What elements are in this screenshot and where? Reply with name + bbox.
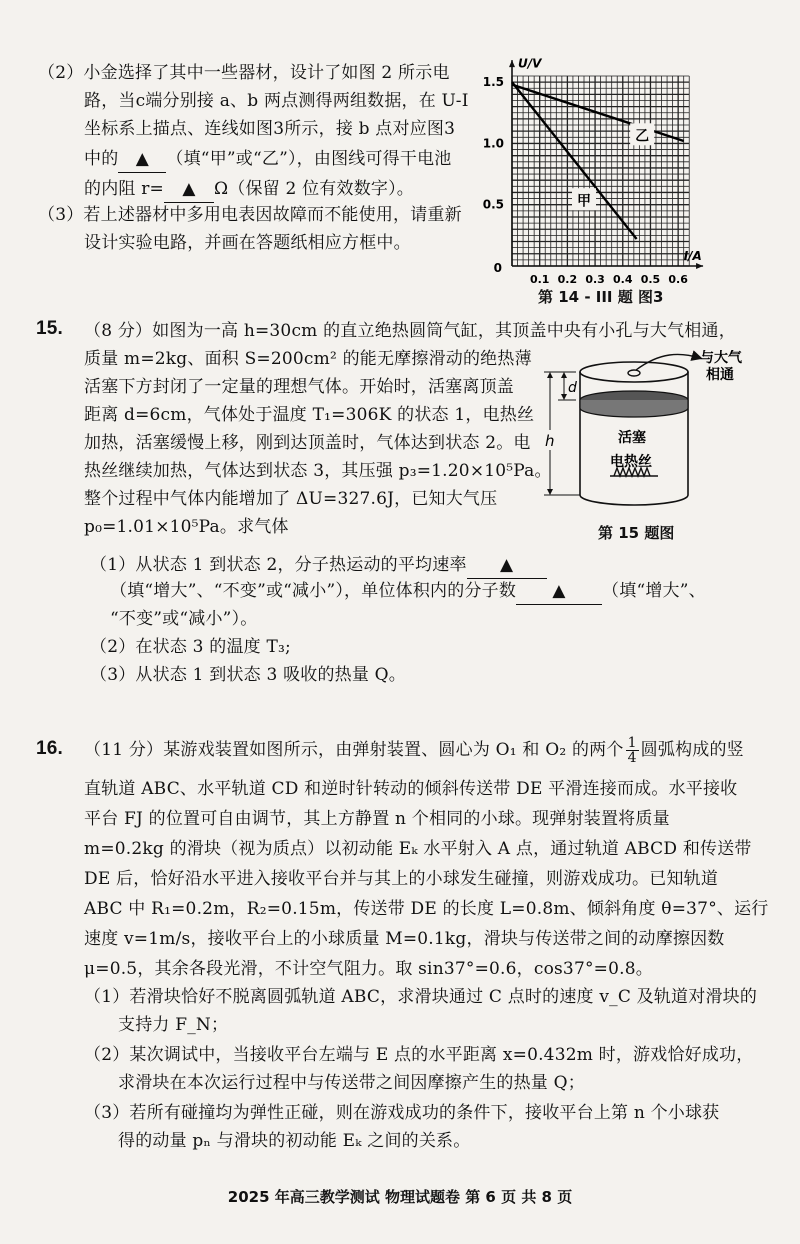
q16-line-1-b: 圆弧构成的竖 xyxy=(640,740,744,760)
quarter-fraction: $\frac{1}{4}$ xyxy=(627,735,637,766)
q14-line-3: 坐标系上描点、连线如图3所示，接 b 点对应图3 xyxy=(84,119,456,139)
page-footer: 2025 年高三教学测试 物理试题卷 第 6 页 共 8 页 xyxy=(227,1188,573,1206)
q16-sub3-line-1: （3）若所有碰撞均为弹性正碰，则在游戏成功的条件下，接收平台上第 n 个小球获 xyxy=(84,1103,720,1123)
x-tick-label: 0.2 xyxy=(557,273,578,286)
q14-line-2: 路，当c端分别接 a、b 两点测得两组数据，在 U-I xyxy=(84,91,469,111)
q16-line-5: DE 后，恰好沿水平进入接收平台并与其上的小球发生碰撞，则游戏成功。已知轨道 xyxy=(84,869,719,889)
answer-blank-4[interactable]: ▲ xyxy=(516,578,602,605)
x-axis-arrow xyxy=(696,263,703,269)
d-label: d xyxy=(568,380,577,396)
q14-line-4-b: （填“甲”或“乙”），由图线可得干电池 xyxy=(166,149,452,169)
x-tick-label: 0.4 xyxy=(613,273,633,286)
x-tick-label: 0.5 xyxy=(640,273,661,286)
h-label: h xyxy=(545,432,555,450)
answer-blank-1[interactable]: ▲ xyxy=(118,146,166,173)
q16-line-8: μ=0.5，其余各段光滑，不计空气阻力。取 sin37°=0.6，cos37°=0.8。 xyxy=(84,959,653,979)
q16-line-4: m=0.2kg 的滑块（视为质点）以初动能 Eₖ 水平射入 A 点，通过轨道 ABCD 和传送带 xyxy=(84,839,752,859)
q15-line-4: 距离 d=6cm，气体处于温度 T₁=306K 的状态 1，电热丝 xyxy=(84,405,535,425)
x-axis-label: I/A xyxy=(683,249,702,263)
q14-line-4-a: 中的 xyxy=(84,149,119,169)
q16-sub1-line-2: 支持力 F_N； xyxy=(118,1015,229,1035)
q16-line-7: 速度 v=1m/s，接收平台上的小球质量 M=0.1kg，滑块与传送带之间的动摩擦因数 xyxy=(84,929,725,949)
chart-grid xyxy=(512,76,689,266)
q14-line-4 xyxy=(84,146,451,173)
y-tick-label: 0.5 xyxy=(482,197,504,212)
q15-line-8: p₀=1.01×10⁵Pa。求气体 xyxy=(84,517,289,537)
q14-line-5-a: 的内阻 r= xyxy=(84,179,164,199)
q16-line-1-a: （11 分）某游戏装置如图所示，由弹射装置、圆心为 O₁ 和 O₂ 的两个 xyxy=(84,740,624,760)
cylinder-figure xyxy=(540,350,780,526)
q15-sub1-a: （1）从状态 1 到状态 2，分子热运动的平均速率 xyxy=(90,555,467,575)
y-axis-arrow xyxy=(509,60,515,67)
q16-line-2: 直轨道 ABC、水平轨道 CD 和逆时针转动的倾斜传送带 DE 平滑连接而成。水平接收 xyxy=(84,779,738,799)
q15-sub1-line-2 xyxy=(110,578,706,605)
series-label-1: 甲 xyxy=(577,193,591,210)
answer-blank-3[interactable]: ▲ xyxy=(467,552,547,579)
figure15-caption: 第 15 题图 xyxy=(598,524,675,542)
q16-number: 16. xyxy=(36,738,64,759)
q15-sub1-line-3: “不变”或“减小”）。 xyxy=(110,609,258,629)
y-tick-label: 1.0 xyxy=(482,136,504,151)
q15-sub1-c: （填“增大”、 xyxy=(602,581,706,601)
q16-line-3: 平台 FJ 的位置可自由调节，其上方静置 n 个相同的小球。现弹射装置将质量 xyxy=(84,809,670,829)
q14-line-1: （2）小金选择了其中一些器材，设计了如图 2 所示电 xyxy=(38,63,450,83)
q15-line-2: 质量 m=2kg、面积 S=200cm² 的能无摩擦滑动的绝热薄 xyxy=(84,349,532,369)
x-tick-label: 0.6 xyxy=(668,273,688,286)
series-label-2: 乙 xyxy=(635,128,650,145)
q14-line-6: （3）若上述器材中多用电表因故障而不能使用，请重新 xyxy=(38,205,462,225)
q15-sub3: （3）从状态 1 到状态 3 吸收的热量 Q。 xyxy=(90,665,407,685)
ui-graph xyxy=(472,44,720,296)
x-tick-label: 0.3 xyxy=(585,273,605,286)
q15-line-3: 活塞下方封闭了一定量的理想气体。开始时，活塞离顶盖 xyxy=(84,377,514,397)
q15-line-5: 加热，活塞缓慢上移，刚到达顶盖时，气体达到状态 2。电 xyxy=(84,433,531,453)
figure3-caption: 第 14 - III 题 图3 xyxy=(538,288,664,306)
y-axis-label: U/V xyxy=(518,56,542,71)
q16-sub2-line-2: 求滑块在本次运行过程中与传送带之间因摩擦产生的热量 Q； xyxy=(118,1073,585,1093)
origin-label: 0 xyxy=(493,261,502,275)
piston-label: 活塞 xyxy=(618,430,646,446)
q14-line-5 xyxy=(84,176,414,203)
x-tick-label: 0.1 xyxy=(529,273,550,286)
q15-sub1-line-1 xyxy=(90,552,547,579)
heater-label: 电热丝 xyxy=(610,454,652,470)
atm-label-2: 相通 xyxy=(706,367,734,383)
q15-line-6: 热丝继续加热，气体达到状态 3，其压强 p₃=1.20×10⁵Pa。 xyxy=(84,461,552,481)
q15-sub2: （2）在状态 3 的温度 T₃; xyxy=(90,637,291,657)
q15-line-1: （8 分）如图为一高 h=30cm 的直立绝热圆筒气缸，其顶盖中央有小孔与大气相通， xyxy=(84,321,736,341)
q16-line-1 xyxy=(84,736,744,765)
answer-blank-2[interactable]: ▲ xyxy=(164,176,214,203)
q16-sub1-line-1: （1）若滑块恰好不脱离圆弧轨道 ABC，求滑块通过 C 点时的速度 v_C 及轨道对滑块的 xyxy=(84,987,758,1007)
chart-series xyxy=(512,82,684,239)
y-tick-label: 1.5 xyxy=(482,75,504,90)
chart-labels xyxy=(483,56,702,286)
atm-label-1: 与大气 xyxy=(700,350,742,366)
q16-sub2-line-1: （2）某次调试中，当接收平台左端与 E 点的水平距离 x=0.432m 时，游戏恰好成功， xyxy=(84,1045,754,1065)
q15-line-7: 整个过程中气体内能增加了 ΔU=327.6J，已知大气压 xyxy=(84,489,498,509)
q15-sub1-b: （填“增大”、“不变”或“减小”），单位体积内的分子数 xyxy=(110,581,517,601)
q15-number: 15. xyxy=(36,318,64,339)
q14-line-7: 设计实验电路，并画在答题纸相应方框中。 xyxy=(84,233,411,253)
q14-line-5-b: Ω（保留 2 位有效数字）。 xyxy=(213,179,415,199)
q16-sub3-line-2: 得的动量 pₙ 与滑块的初动能 Eₖ 之间的关系。 xyxy=(118,1131,471,1151)
q16-line-6: ABC 中 R₁=0.2m，R₂=0.15m，传送带 DE 的长度 L=0.8m、倾斜角度 θ=37°、运行 xyxy=(84,899,769,919)
